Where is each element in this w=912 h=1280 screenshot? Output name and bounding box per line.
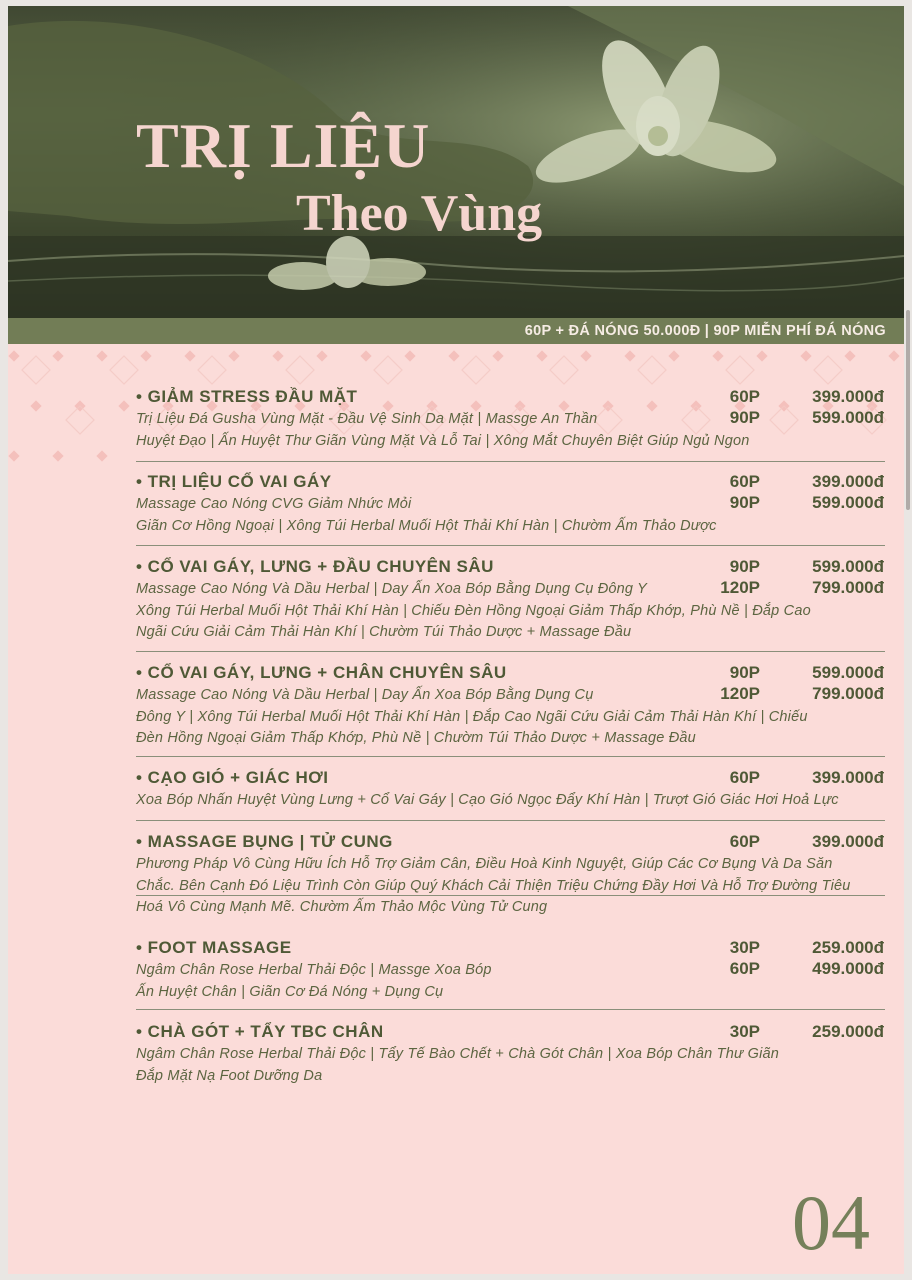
service-description: Ấn Huyệt Chân | Giãn Cơ Đá Nóng + Dụng Cụ — [136, 984, 444, 1000]
service-title: • CỔ VAI GÁY, LƯNG + CHÂN CHUYÊN SÂU — [136, 663, 507, 682]
service-title: • FOOT MASSAGE — [136, 938, 292, 957]
service-price: 399.000đ — [812, 832, 884, 851]
service-duration: 120P — [720, 684, 760, 703]
service-description: Giãn Cơ Hồng Ngoại | Xông Túi Herbal Muối Hột Thải Khí Hàn | Chườm Ấm Thảo Dược — [136, 518, 717, 534]
service-duration: 90P — [729, 557, 760, 576]
service-price: 499.000đ — [812, 959, 884, 978]
service-price: 399.000đ — [812, 387, 884, 406]
decorative-pattern — [8, 344, 904, 474]
service-price: 599.000đ — [812, 408, 884, 427]
service-duration: 60P — [729, 832, 760, 851]
service-price: 259.000đ — [812, 938, 884, 957]
service-title: • CỔ VAI GÁY, LƯNG + ĐẦU CHUYÊN SÂU — [136, 557, 494, 576]
page-subtitle: Theo Vùng — [296, 185, 543, 242]
service-description: Đèn Hồng Ngoại Giảm Thấp Khớp, Phù Nề | Chườm Túi Thảo Dược + Massage Đầu — [136, 730, 696, 746]
divider — [136, 1009, 885, 1010]
service-description: Ngâm Chân Rose Herbal Thải Độc | Tẩy Tế Bào Chết + Chà Gót Chân | Xoa Bóp Chân Thư Giãn — [136, 1046, 780, 1062]
service-description: Massage Cao Nóng Và Dầu Herbal | Day Ấn Xoa Bóp Bằng Dụng Cụ — [136, 687, 594, 703]
service-duration: 60P — [729, 472, 760, 491]
service-description: Xoa Bóp Nhấn Huyệt Vùng Lưng + Cổ Vai Gáy | Cạo Gió Ngọc Đẩy Khí Hàn | Trượt Gió Giác Hơi Hoả Lực — [136, 792, 839, 808]
scrollbar[interactable] — [906, 310, 910, 510]
divider — [136, 461, 885, 462]
service-duration: 90P — [729, 663, 760, 682]
service-price: 399.000đ — [812, 472, 884, 491]
service-description: Đắp Mặt Nạ Foot Dưỡng Da — [136, 1068, 323, 1084]
service-price: 799.000đ — [812, 578, 884, 597]
service-description: Ngãi Cứu Giải Cảm Thải Hàn Khí | Chườm Túi Thảo Dược + Massage Đầu — [136, 624, 632, 640]
service-duration: 30P — [729, 1022, 760, 1041]
divider — [136, 895, 885, 896]
service-duration: 90P — [729, 408, 760, 427]
pricing-note: 60P + ĐÁ NÓNG 50.000Đ | 90P MIỄN PHÍ ĐÁ NÓNG — [524, 323, 886, 339]
service-price: 799.000đ — [812, 684, 884, 703]
service-title: • TRỊ LIỆU CỔ VAI GÁY — [136, 472, 332, 491]
service-description: Huyệt Đạo | Ấn Huyệt Thư Giãn Vùng Mặt Và Lỗ Tai | Xông Mắt Chuyên Biệt Giúp Ngủ Ngon — [136, 433, 750, 449]
service-title: • GIẢM STRESS ĐẦU MẶT — [136, 387, 358, 406]
service-description: Massage Cao Nóng CVG Giảm Nhức Mỏi — [136, 496, 412, 512]
divider — [136, 545, 885, 546]
service-description: Phương Pháp Vô Cùng Hữu Ích Hỗ Trợ Giảm Cân, Điều Hoà Kinh Nguyệt, Giúp Các Cơ Bụng Và Da Săn — [136, 856, 833, 872]
service-duration: 60P — [729, 387, 760, 406]
divider — [136, 756, 885, 757]
service-duration: 60P — [729, 768, 760, 787]
divider — [136, 820, 885, 821]
service-title: • MASSAGE BỤNG | TỬ CUNG — [136, 832, 393, 851]
service-description: Chắc. Bên Cạnh Đó Liệu Trình Còn Giúp Quý Khách Cải Thiện Triệu Chứng Đầy Hơi Và Hỗ Trợ Đường Tiêu — [136, 878, 851, 894]
service-duration: 120P — [720, 578, 760, 597]
menu-page — [8, 6, 904, 1274]
hero-image — [8, 6, 904, 318]
service-duration: 90P — [729, 493, 760, 512]
service-description: Xông Túi Herbal Muối Hột Thải Khí Hàn | Chiếu Đèn Hồng Ngoại Giảm Thấp Khớp, Phù Nề | Đắp Cao — [136, 603, 811, 619]
service-description: Trị Liệu Đá Gusha Vùng Mặt - Đầu Vệ Sinh Da Mặt | Massge An Thần — [136, 411, 598, 427]
service-price: 399.000đ — [812, 768, 884, 787]
service-description: Đông Y | Xông Túi Herbal Muối Hột Thải Khí Hàn | Đắp Cao Ngãi Cứu Giải Cảm Thải Hàn Khí | Chiếu — [136, 709, 808, 725]
service-description: Hoá Vô Cùng Mạnh Mẽ. Chườm Ấm Thảo Mộc Vùng Tử Cung — [136, 899, 548, 915]
service-price: 599.000đ — [812, 663, 884, 682]
service-description: Ngâm Chân Rose Herbal Thải Độc | Massge Xoa Bóp — [136, 962, 492, 978]
pricing-band — [8, 318, 904, 344]
divider — [136, 651, 885, 652]
page-number: 04 — [792, 1179, 870, 1266]
page-title: TRỊ LIỆU — [136, 110, 431, 181]
service-price: 259.000đ — [812, 1022, 884, 1041]
service-duration: 30P — [729, 938, 760, 957]
service-price: 599.000đ — [812, 557, 884, 576]
service-description: Massage Cao Nóng Và Dầu Herbal | Day Ấn Xoa Bóp Bằng Dụng Cụ Đông Y — [136, 581, 648, 597]
service-duration: 60P — [729, 959, 760, 978]
service-price: 599.000đ — [812, 493, 884, 512]
service-title: • CẠO GIÓ + GIÁC HƠI — [136, 768, 329, 787]
service-title: • CHÀ GÓT + TẨY TBC CHÂN — [136, 1022, 384, 1041]
